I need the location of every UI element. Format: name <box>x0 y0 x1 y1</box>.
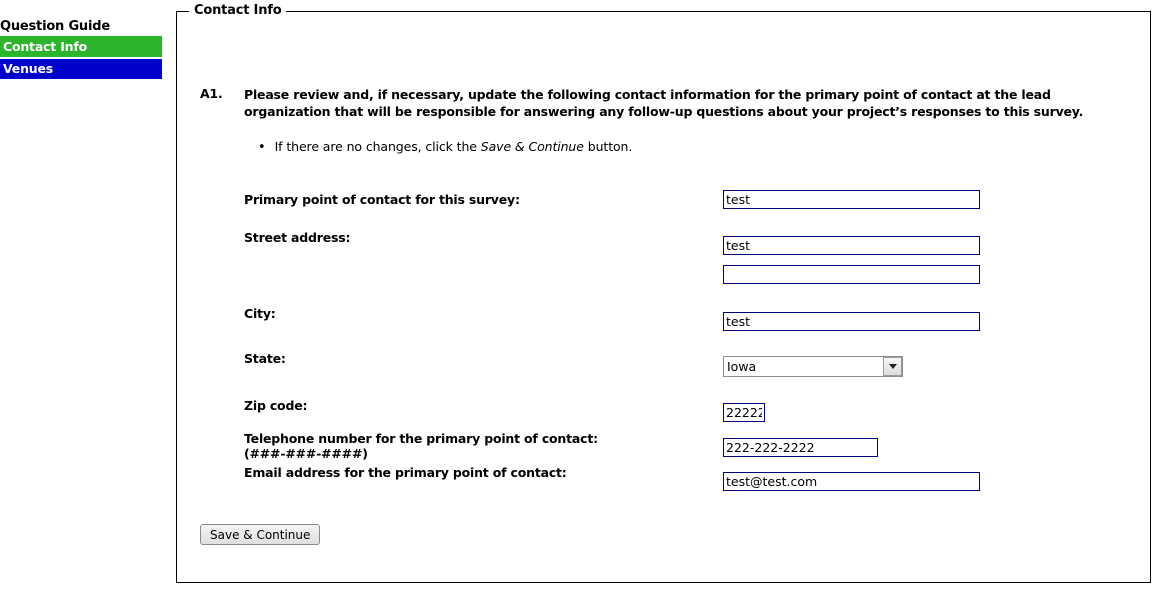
city-input[interactable] <box>723 312 980 331</box>
street-address-input-1[interactable] <box>723 236 980 255</box>
street-address-label: Street address: <box>244 230 351 245</box>
sidebar-item-contact-info[interactable]: Contact Info <box>0 36 162 57</box>
zip-code-input[interactable] <box>723 403 765 422</box>
state-select-value: Iowa <box>727 359 757 374</box>
telephone-label-line1: Telephone number for the primary point of contact: <box>244 431 598 446</box>
primary-contact-input[interactable] <box>723 190 980 209</box>
sidebar-item-venues[interactable]: Venues <box>0 59 162 79</box>
instruction-emphasis: Save & Continue <box>480 139 584 154</box>
question-text: Please review and, if necessary, update the following contact information for the primary point of contact at the lead organization that will be responsible for answering any follow-up questions about your project’s responses to this survey. <box>244 87 1084 119</box>
zip-code-label: Zip code: <box>244 398 308 413</box>
telephone-input[interactable] <box>723 438 878 457</box>
chevron-down-icon[interactable] <box>883 357 902 376</box>
instruction-suffix: button. <box>583 139 633 154</box>
instruction-text <box>275 139 633 154</box>
state-select[interactable] <box>723 356 903 377</box>
street-address-input-2[interactable] <box>723 265 980 284</box>
state-label: State: <box>244 351 286 366</box>
city-label: City: <box>244 306 276 321</box>
instruction-prefix: If there are no changes, click the <box>274 139 481 154</box>
sidebar-title: Question Guide <box>0 19 110 34</box>
save-continue-button[interactable]: Save & Continue <box>200 524 320 545</box>
bullet-icon <box>258 139 266 155</box>
contact-info-panel <box>176 3 1151 583</box>
telephone-label-line2: (###-###-####) <box>244 446 368 461</box>
primary-contact-label: Primary point of contact for this survey: <box>244 192 520 207</box>
telephone-label <box>244 431 598 461</box>
email-label: Email address for the primary point of contact: <box>244 465 567 480</box>
question-number: A1. <box>200 86 223 101</box>
email-input[interactable] <box>723 472 980 491</box>
panel-legend: Contact Info <box>189 3 286 18</box>
instruction-bullet <box>258 139 632 155</box>
